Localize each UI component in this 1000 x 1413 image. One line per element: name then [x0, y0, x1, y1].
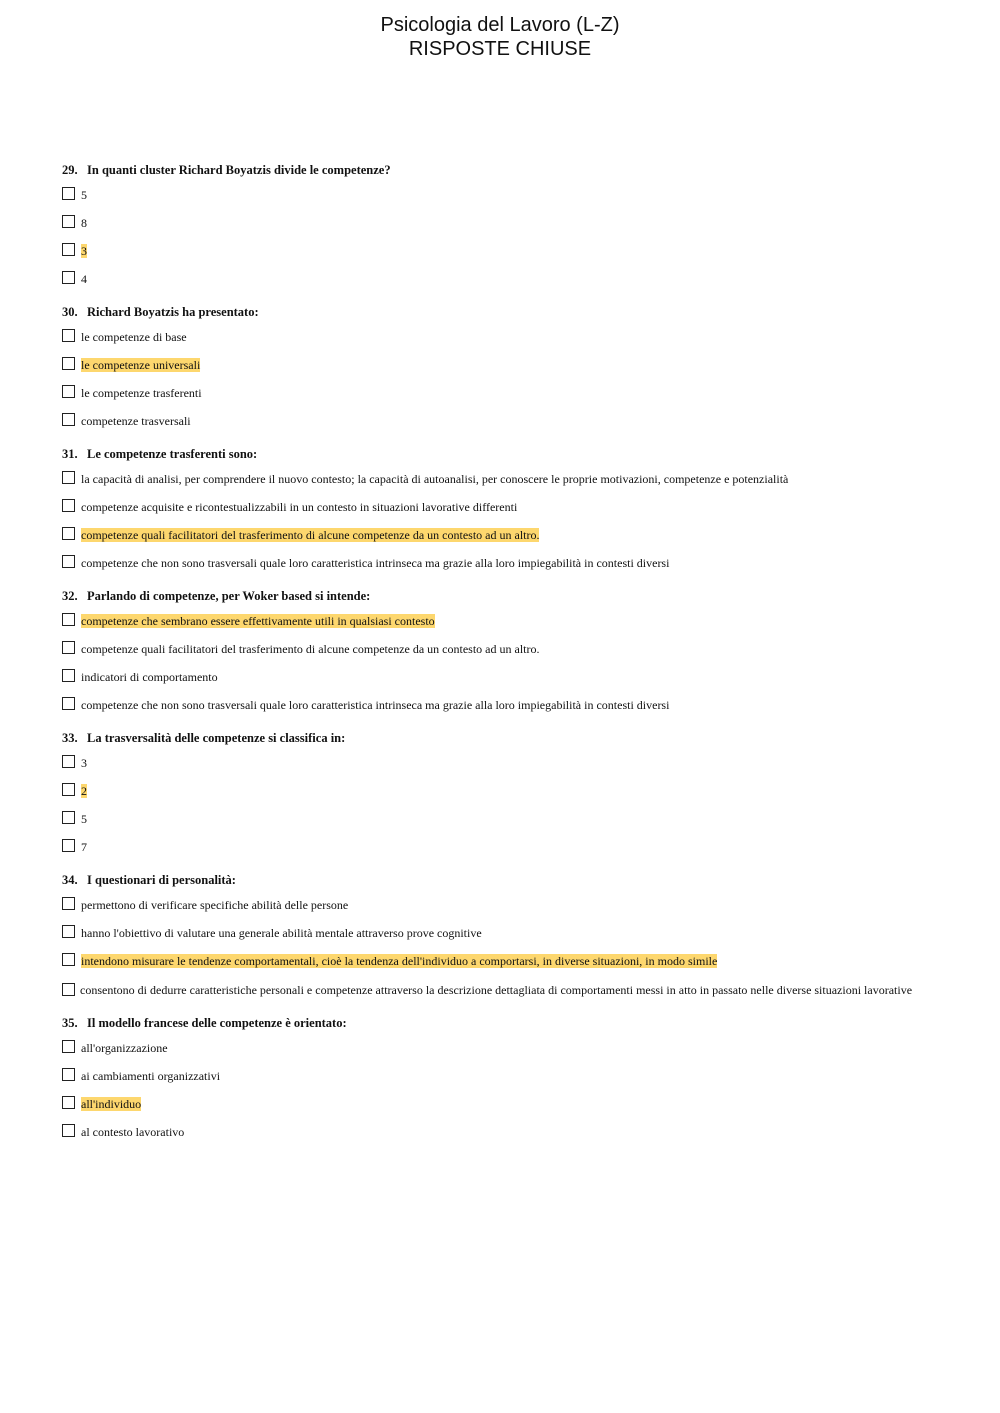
answer-option — [62, 669, 932, 685]
answer-checkbox[interactable] — [62, 839, 75, 852]
answer-option — [62, 413, 932, 429]
answer-label: 3 — [81, 756, 87, 770]
answer-checkbox[interactable] — [62, 329, 75, 342]
answer-option — [62, 499, 932, 515]
answer-option — [62, 1068, 932, 1084]
answer-checkbox[interactable] — [62, 811, 75, 824]
answer-option — [62, 243, 932, 259]
answer-option — [62, 1124, 932, 1140]
answer-checkbox[interactable] — [62, 641, 75, 654]
question-list — [62, 162, 932, 1157]
answer-label-correct: competenze che sembrano essere effettivamente utili in qualsiasi contesto — [81, 614, 435, 628]
answer-label: 8 — [81, 216, 87, 230]
answer-checkbox[interactable] — [62, 413, 75, 426]
question-title — [62, 872, 932, 889]
answer-label: 5 — [81, 812, 87, 826]
answer-checkbox[interactable] — [62, 755, 75, 768]
answer-label: competenze trasversali — [81, 414, 191, 428]
answer-option — [62, 215, 932, 231]
answer-checkbox[interactable] — [62, 983, 75, 996]
answer-option — [62, 271, 932, 287]
answer-option — [62, 697, 932, 713]
answer-option — [62, 641, 932, 657]
question-block — [62, 446, 932, 571]
answer-label: all'organizzazione — [81, 1041, 168, 1055]
answer-checkbox[interactable] — [62, 1068, 75, 1081]
answer-option — [62, 357, 932, 373]
question-number: 30. — [62, 305, 78, 319]
answer-label: le competenze di base — [81, 330, 187, 344]
answer-option — [62, 953, 932, 969]
answer-label: ai cambiamenti organizzativi — [81, 1069, 221, 1083]
answer-option — [62, 527, 932, 543]
answer-label-correct: intendono misurare le tendenze comportamentali, cioè la tendenza dell'individuo a comportarsi, in diverse situazioni, in modo simile — [81, 954, 718, 968]
answer-checkbox[interactable] — [62, 385, 75, 398]
answer-label: la capacità di analisi, per comprendere il nuovo contesto; la capacità di autoanalisi, per conoscere le proprie motivazioni, competenze e potenzialità — [81, 472, 789, 486]
question-text: Il modello francese delle competenze è orientato: — [87, 1016, 347, 1030]
answer-checkbox[interactable] — [62, 1096, 75, 1109]
answer-checkbox[interactable] — [62, 783, 75, 796]
answer-option — [62, 187, 932, 203]
answer-label-correct: 2 — [81, 784, 87, 798]
question-title — [62, 304, 932, 321]
answer-checkbox[interactable] — [62, 1040, 75, 1053]
answer-checkbox[interactable] — [62, 697, 75, 710]
answer-option — [62, 555, 932, 571]
answer-label: 7 — [81, 840, 87, 854]
answer-option — [62, 1096, 932, 1112]
answer-label-correct: all'individuo — [81, 1097, 142, 1111]
answer-checkbox[interactable] — [62, 499, 75, 512]
question-block — [62, 1015, 932, 1140]
answer-checkbox[interactable] — [62, 555, 75, 568]
answer-checkbox[interactable] — [62, 953, 75, 966]
answer-checkbox[interactable] — [62, 1124, 75, 1137]
answer-label: consentono di dedurre caratteristiche personali e competenze attraverso la descrizione dettagliata di comportamenti messi in atto in passato nelle diverse situazioni lavorative — [80, 983, 913, 997]
question-number: 34. — [62, 873, 78, 887]
question-text: Richard Boyatzis ha presentato: — [87, 305, 259, 319]
question-block — [62, 304, 932, 429]
answer-label: competenze che non sono trasversali quale loro caratteristica intrinseca ma grazie alla loro impiegabilità in contesti diversi — [81, 556, 670, 570]
answer-checkbox[interactable] — [62, 187, 75, 200]
answer-option — [62, 755, 932, 771]
question-number: 29. — [62, 163, 78, 177]
question-block — [62, 730, 932, 855]
question-number: 33. — [62, 731, 78, 745]
question-title — [62, 730, 932, 747]
question-number: 35. — [62, 1016, 78, 1030]
page-subtitle: RISPOSTE CHIUSE — [408, 38, 592, 60]
answer-label: le competenze trasferenti — [81, 386, 202, 400]
question-title — [62, 446, 932, 463]
answer-option — [62, 839, 932, 855]
question-number: 31. — [62, 447, 78, 461]
question-number: 32. — [62, 589, 78, 603]
answer-label: 5 — [81, 188, 87, 202]
answer-label-correct: competenze quali facilitatori del trasferimento di alcune competenze da un contesto ad un altro. — [81, 528, 540, 542]
answer-label: 4 — [81, 272, 87, 286]
answer-option — [62, 897, 932, 913]
answer-checkbox[interactable] — [62, 669, 75, 682]
answer-option — [62, 925, 932, 941]
question-text: Parlando di competenze, per Woker based si intende: — [87, 589, 371, 603]
question-title — [62, 588, 932, 605]
answer-option — [62, 811, 932, 827]
question-text: In quanti cluster Richard Boyatzis divide le competenze? — [87, 163, 391, 177]
question-block — [62, 588, 932, 713]
question-text: La trasversalità delle competenze si classifica in: — [87, 731, 346, 745]
answer-option — [62, 1040, 932, 1056]
answer-label: hanno l'obiettivo di valutare una generale abilità mentale attraverso prove cognitive — [81, 926, 482, 940]
answer-option — [62, 783, 932, 799]
question-block — [62, 162, 932, 287]
answer-checkbox[interactable] — [62, 215, 75, 228]
answer-option — [62, 613, 932, 629]
answer-checkbox[interactable] — [62, 243, 75, 256]
answer-option — [62, 329, 932, 345]
answer-label-correct: le competenze universali — [81, 358, 201, 372]
answer-checkbox[interactable] — [62, 897, 75, 910]
answer-label: indicatori di comportamento — [81, 670, 218, 684]
question-title — [62, 162, 932, 179]
page-title: Psicologia del Lavoro (L-Z) — [380, 14, 620, 36]
answer-checkbox[interactable] — [62, 271, 75, 284]
answer-checkbox[interactable] — [62, 357, 75, 370]
answer-option — [62, 981, 932, 998]
answer-checkbox[interactable] — [62, 471, 75, 484]
answer-label: competenze acquisite e ricontestualizzabili in un contesto in situazioni lavorative differenti — [81, 500, 518, 514]
answer-label: competenze che non sono trasversali quale loro caratteristica intrinseca ma grazie alla loro impiegabilità in contesti diversi — [81, 698, 670, 712]
answer-label: permettono di verificare specifiche abilità delle persone — [81, 898, 349, 912]
answer-checkbox[interactable] — [62, 527, 75, 540]
answer-label: al contesto lavorativo — [81, 1125, 185, 1139]
question-block — [62, 872, 932, 998]
answer-label-correct: 3 — [81, 244, 87, 258]
question-text: Le competenze trasferenti sono: — [87, 447, 258, 461]
answer-option — [62, 471, 932, 487]
answer-checkbox[interactable] — [62, 925, 75, 938]
answer-checkbox[interactable] — [62, 613, 75, 626]
question-title — [62, 1015, 932, 1032]
answer-label: competenze quali facilitatori del trasferimento di alcune competenze da un contesto ad un altro. — [81, 642, 540, 656]
page-header — [0, 13, 1000, 61]
answer-option — [62, 385, 932, 401]
question-text: I questionari di personalità: — [87, 873, 236, 887]
